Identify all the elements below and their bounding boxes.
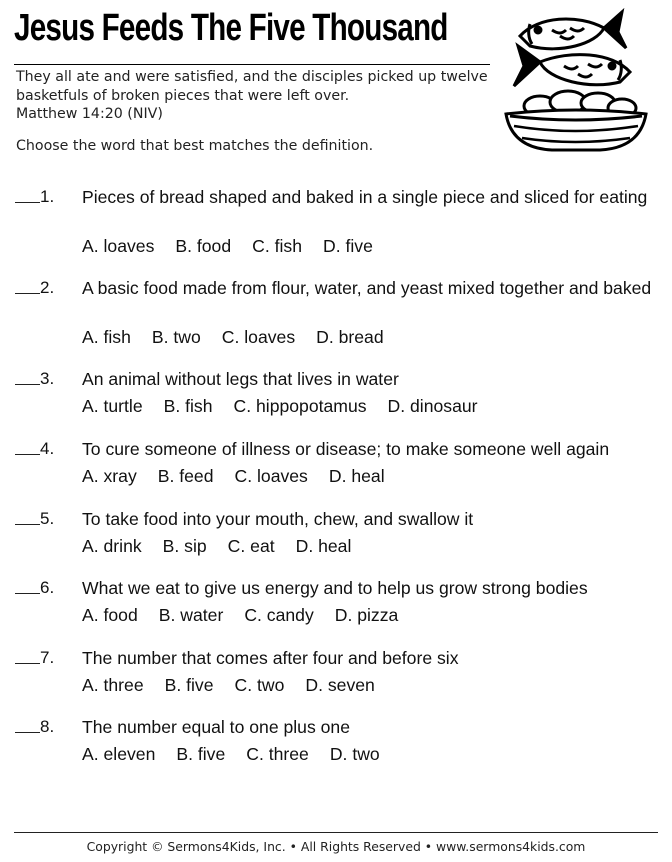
question-definition: The number equal to one plus one bbox=[82, 717, 351, 737]
answer-option: A. loaves bbox=[82, 236, 155, 256]
answer-option: B. sip bbox=[162, 536, 207, 556]
answer-blank[interactable] bbox=[15, 293, 40, 294]
answer-option: B. five bbox=[164, 675, 214, 695]
instructions: Choose the word that best matches the definition. bbox=[16, 138, 374, 154]
answer-option: A. food bbox=[82, 605, 138, 625]
answer-option: C. candy bbox=[244, 605, 314, 625]
fish-icon bbox=[520, 12, 626, 49]
answer-option: D. seven bbox=[305, 675, 375, 695]
answer-option: C. fish bbox=[252, 236, 303, 256]
bread-basket-icon bbox=[506, 91, 646, 150]
answer-options bbox=[82, 674, 396, 696]
answer-option: B. two bbox=[151, 327, 201, 347]
question-definition: Pieces of bread shaped and baked in a single piece and sliced for eating bbox=[82, 187, 648, 207]
answer-option: D. heal bbox=[328, 466, 385, 486]
answer-option: D. five bbox=[323, 236, 373, 256]
question-number: 4. bbox=[40, 439, 55, 458]
question-definition: The number that comes after four and before six bbox=[82, 648, 459, 668]
answer-option: B. five bbox=[176, 744, 226, 764]
footer-divider bbox=[14, 832, 658, 833]
answer-options bbox=[82, 535, 372, 557]
answer-option: D. heal bbox=[295, 536, 352, 556]
question-number: 3. bbox=[40, 369, 55, 388]
answer-blank[interactable] bbox=[15, 454, 40, 455]
question-number: 5. bbox=[40, 509, 55, 528]
answer-option: C. two bbox=[234, 675, 285, 695]
scripture-verse bbox=[16, 68, 496, 124]
question-number: 6. bbox=[40, 578, 55, 597]
verse-text: They all ate and were satisfied, and the disciples picked up twelve basketfuls of broken pieces that were left over. bbox=[16, 69, 488, 104]
answer-option: D. bread bbox=[316, 327, 384, 347]
question-number: 1. bbox=[40, 187, 55, 206]
answer-blank[interactable] bbox=[15, 663, 40, 664]
answer-option: C. loaves bbox=[221, 327, 296, 347]
answer-option: D. two bbox=[329, 744, 380, 764]
answer-option: A. xray bbox=[82, 466, 137, 486]
answer-option: D. dinosaur bbox=[387, 396, 478, 416]
answer-option: C. loaves bbox=[234, 466, 308, 486]
fish-and-bread-illustration bbox=[500, 2, 650, 156]
answer-blank[interactable] bbox=[15, 593, 40, 594]
question-definition: To take food into your mouth, chew, and swallow it bbox=[82, 509, 474, 529]
answer-blank[interactable] bbox=[15, 202, 40, 203]
answer-options bbox=[82, 235, 394, 257]
question-number: 7. bbox=[40, 648, 55, 667]
footer-copyright: Copyright © Sermons4Kids, Inc. • All Rights Reserved • www.sermons4kids.com bbox=[86, 839, 586, 854]
answer-option: C. eat bbox=[227, 536, 275, 556]
answer-options bbox=[82, 743, 401, 765]
answer-option: A. eleven bbox=[82, 744, 156, 764]
answer-options bbox=[82, 395, 499, 417]
fish-icon bbox=[514, 46, 630, 86]
answer-blank[interactable] bbox=[15, 524, 40, 525]
answer-option: B. water bbox=[158, 605, 224, 625]
question-number: 2. bbox=[40, 278, 55, 297]
question-definition: An animal without legs that lives in water bbox=[82, 369, 399, 389]
title-divider bbox=[14, 64, 490, 65]
question-definition: A basic food made from flour, water, and yeast mixed together and baked bbox=[82, 278, 652, 298]
answer-option: A. fish bbox=[82, 327, 131, 347]
answer-option: C. three bbox=[246, 744, 309, 764]
question-number: 8. bbox=[40, 717, 55, 736]
answer-blank[interactable] bbox=[15, 732, 40, 733]
verse-reference: Matthew 14:20 (NIV) bbox=[16, 106, 163, 122]
question-definition: To cure someone of illness or disease; to make someone well again bbox=[82, 439, 610, 459]
page-title: Jesus Feeds The Five Thousand bbox=[14, 7, 448, 49]
answer-option: B. food bbox=[175, 236, 232, 256]
answer-option: A. drink bbox=[82, 536, 142, 556]
answer-option: C. hippopotamus bbox=[233, 396, 367, 416]
answer-options bbox=[82, 326, 405, 348]
answer-options bbox=[82, 604, 419, 626]
answer-option: A. turtle bbox=[82, 396, 143, 416]
answer-blank[interactable] bbox=[15, 384, 40, 385]
answer-option: B. fish bbox=[163, 396, 213, 416]
answer-option: B. feed bbox=[157, 466, 214, 486]
question-definition: What we eat to give us energy and to help us grow strong bodies bbox=[82, 578, 588, 598]
answer-option: D. pizza bbox=[334, 605, 399, 625]
answer-option: A. three bbox=[82, 675, 144, 695]
answer-options bbox=[82, 465, 406, 487]
